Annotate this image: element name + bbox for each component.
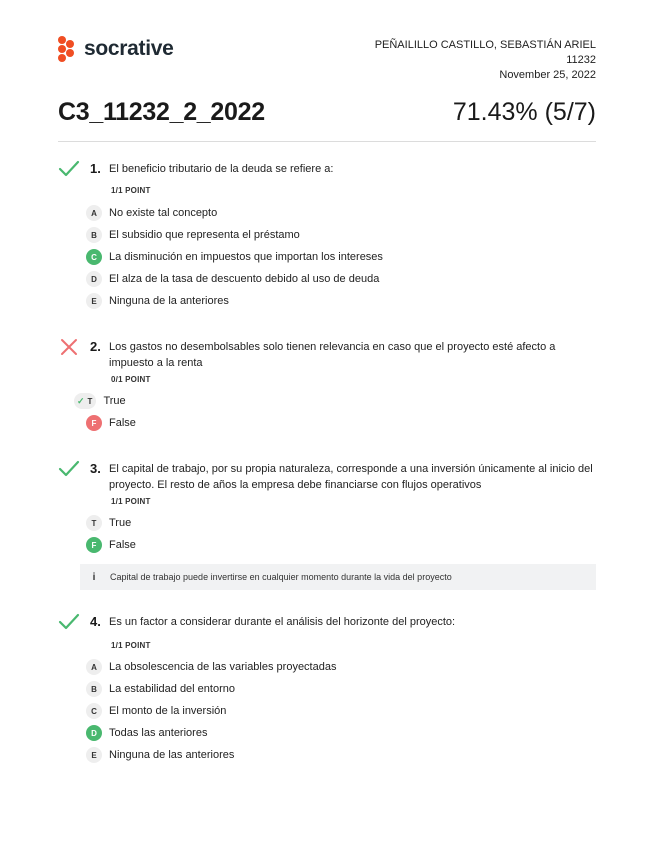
option-badge-selected-correct: D [86,725,102,741]
option-badge: E [86,293,102,309]
brand-name: socrative [84,37,174,60]
option-badge-selected-correct: F [86,537,102,553]
checkmark-icon [58,611,80,633]
socrative-logo [58,36,174,62]
option-text: El monto de la inversión [109,705,227,717]
option-text: No existe tal concepto [109,207,218,219]
option-text: Ninguna de la anteriores [109,295,229,307]
question-text: El beneficio tributario de la deuda se refiere a: [109,163,334,175]
socrative-logo-icon [58,36,78,62]
option-false [86,537,136,553]
option-badge: D [86,271,102,287]
option-d [86,271,379,287]
option-text: La obsolescencia de las variables proyectadas [109,661,337,673]
option-c [86,249,383,265]
option-key: T [87,396,93,406]
option-text: True [103,395,126,407]
option-text: False [109,539,136,551]
option-badge: B [86,681,102,697]
option-b [86,681,235,697]
option-badge: A [86,205,102,221]
option-badge-correct-answer [74,393,96,409]
option-badge: A [86,659,102,675]
option-e [86,747,234,763]
question-number: 1. [90,161,101,176]
option-d [86,725,207,741]
option-text: False [109,417,136,429]
question-number: 2. [90,339,101,354]
question-points: 1/1 POINT [111,497,151,506]
option-e [86,293,229,309]
option-text: La disminución en impuestos que importan los intereses [109,251,383,263]
option-text: El alza de la tasa de descuento debido al uso de deuda [109,273,380,285]
option-badge-selected-wrong: F [86,415,102,431]
option-badge: B [86,227,102,243]
explanation-box [80,564,596,590]
option-b [86,227,300,243]
option-text: La estabilidad del entorno [109,683,235,695]
quiz-score: 71.43% (5/7) [452,98,596,126]
student-name: PEÑAILILLO CASTILLO, SEBASTIÁN ARIEL [374,39,596,51]
small-check-icon: ✓ [77,395,85,406]
option-text: Todas las anteriores [109,727,208,739]
report-date: November 25, 2022 [499,69,596,81]
option-c [86,703,226,719]
student-id: 11232 [566,54,596,66]
option-text: El subsidio que representa el préstamo [109,229,300,241]
question-points: 0/1 POINT [111,375,151,384]
option-true [77,393,126,409]
option-true [86,515,131,531]
explanation-text: Capital de trabajo puede invertirse en cualquier momento durante la vida del proyecto [110,572,452,582]
question-number: 4. [90,614,101,629]
question-text: Los gastos no desembolsables solo tienen relevancia en caso que el proyecto esté afecto a impuesto a la renta [109,341,556,369]
question-text: El capital de trabajo, por su propia naturaleza, corresponde a una inversión únicamente al inicio del proyecto. El resto de años la empresa debe financiarse con flujos operativos [109,463,593,491]
checkmark-icon [58,158,80,180]
header-divider [58,141,596,142]
option-badge: T [86,515,102,531]
option-text: True [109,517,132,529]
option-false [86,415,136,431]
question-points: 1/1 POINT [111,641,151,650]
quiz-title: C3_11232_2_2022 [58,98,265,126]
question-text: Es un factor a considerar durante el análisis del horizonte del proyecto: [109,616,456,628]
option-text: Ninguna de las anteriores [109,749,235,761]
checkmark-icon [58,458,80,480]
option-a [86,659,336,675]
option-badge: C [86,703,102,719]
option-a [86,205,217,221]
student-info [375,38,596,83]
cross-icon [58,336,80,358]
question-number: 3. [90,461,101,476]
info-icon: i [92,571,96,583]
option-badge-selected-correct: C [86,249,102,265]
question-points: 1/1 POINT [111,186,151,195]
option-badge: E [86,747,102,763]
